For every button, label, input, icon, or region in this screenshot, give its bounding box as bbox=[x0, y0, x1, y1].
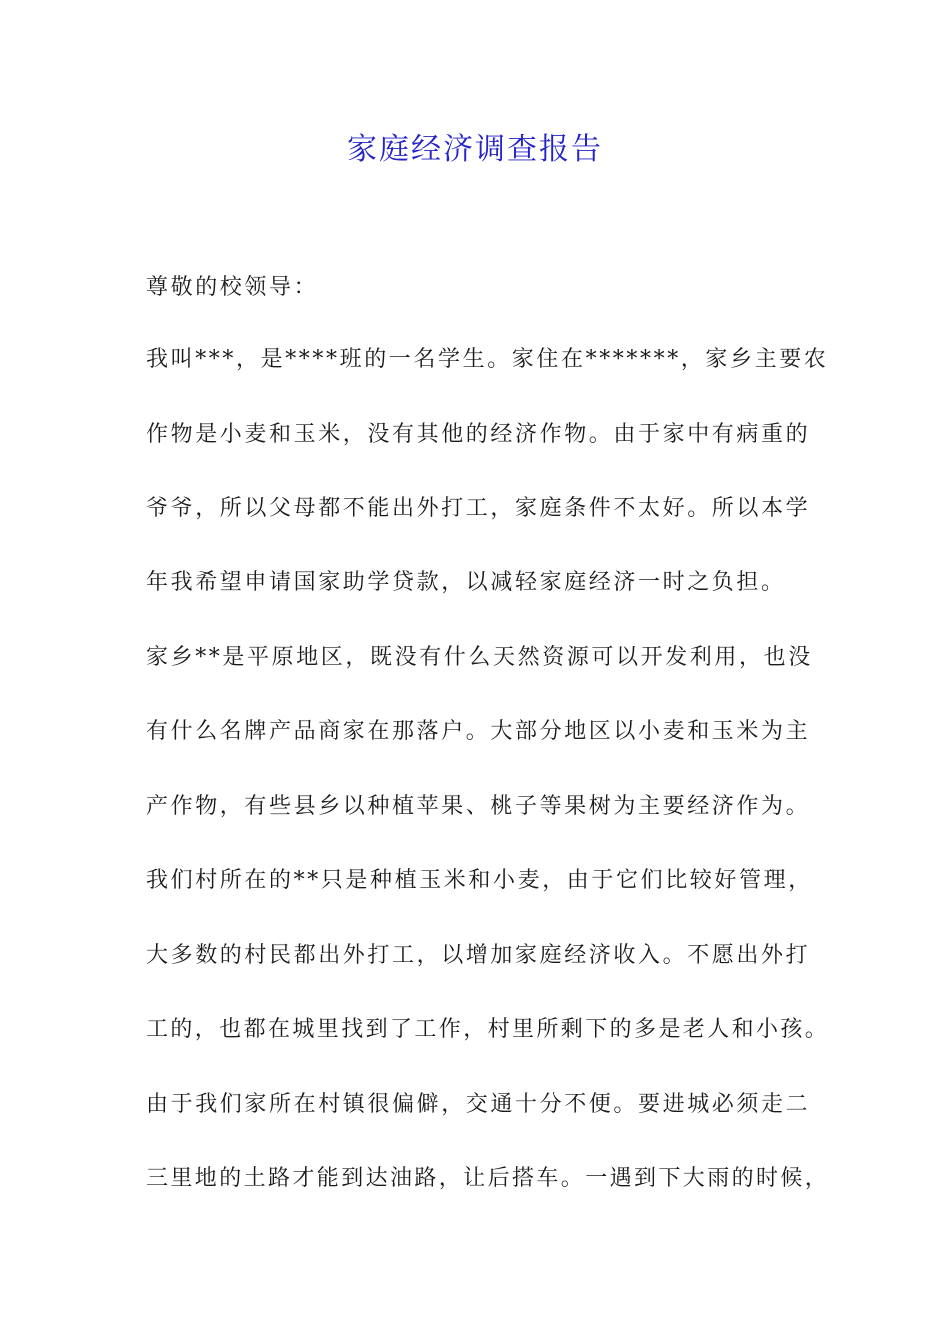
body-line: 三里地的土路才能到达油路，让后搭车。一遇到下大雨的时候， bbox=[146, 1166, 830, 1191]
body-line: 产作物，有些县乡以种植苹果、桃子等果树为主要经济作为。 bbox=[146, 794, 811, 819]
document-title: 家庭经济调查报告 bbox=[347, 132, 603, 167]
body-line: 工的，也都在城里找到了工作，村里所剩下的多是老人和小孩。 bbox=[146, 1017, 830, 1042]
body-line: 我叫***，是****班的一名学生。家住在*******，家乡主要农 bbox=[146, 347, 829, 372]
salutation: 尊敬的校领导： bbox=[146, 275, 319, 300]
body-line: 年我希望申请国家助学贷款，以减轻家庭经济一时之负担。 bbox=[146, 570, 786, 595]
body-line: 我们村所在的**只是种植玉米和小麦，由于它们比较好管理， bbox=[146, 868, 813, 893]
body-line: 大多数的村民都出外打工，以增加家庭经济收入。不愿出外打 bbox=[146, 943, 811, 968]
body-line: 作物是小麦和玉米，没有其他的经济作物。由于家中有病重的 bbox=[146, 422, 811, 447]
body-line: 有什么名牌产品商家在那落户。大部分地区以小麦和玉米为主 bbox=[146, 719, 811, 744]
body-line: 由于我们家所在村镇很偏僻，交通十分不便。要进城必须走二 bbox=[146, 1092, 811, 1117]
body-line: 家乡**是平原地区，既没有什么天然资源可以开发利用，也没 bbox=[146, 645, 813, 670]
body-line: 爷爷，所以父母都不能出外打工，家庭条件不太好。所以本学 bbox=[146, 496, 811, 521]
